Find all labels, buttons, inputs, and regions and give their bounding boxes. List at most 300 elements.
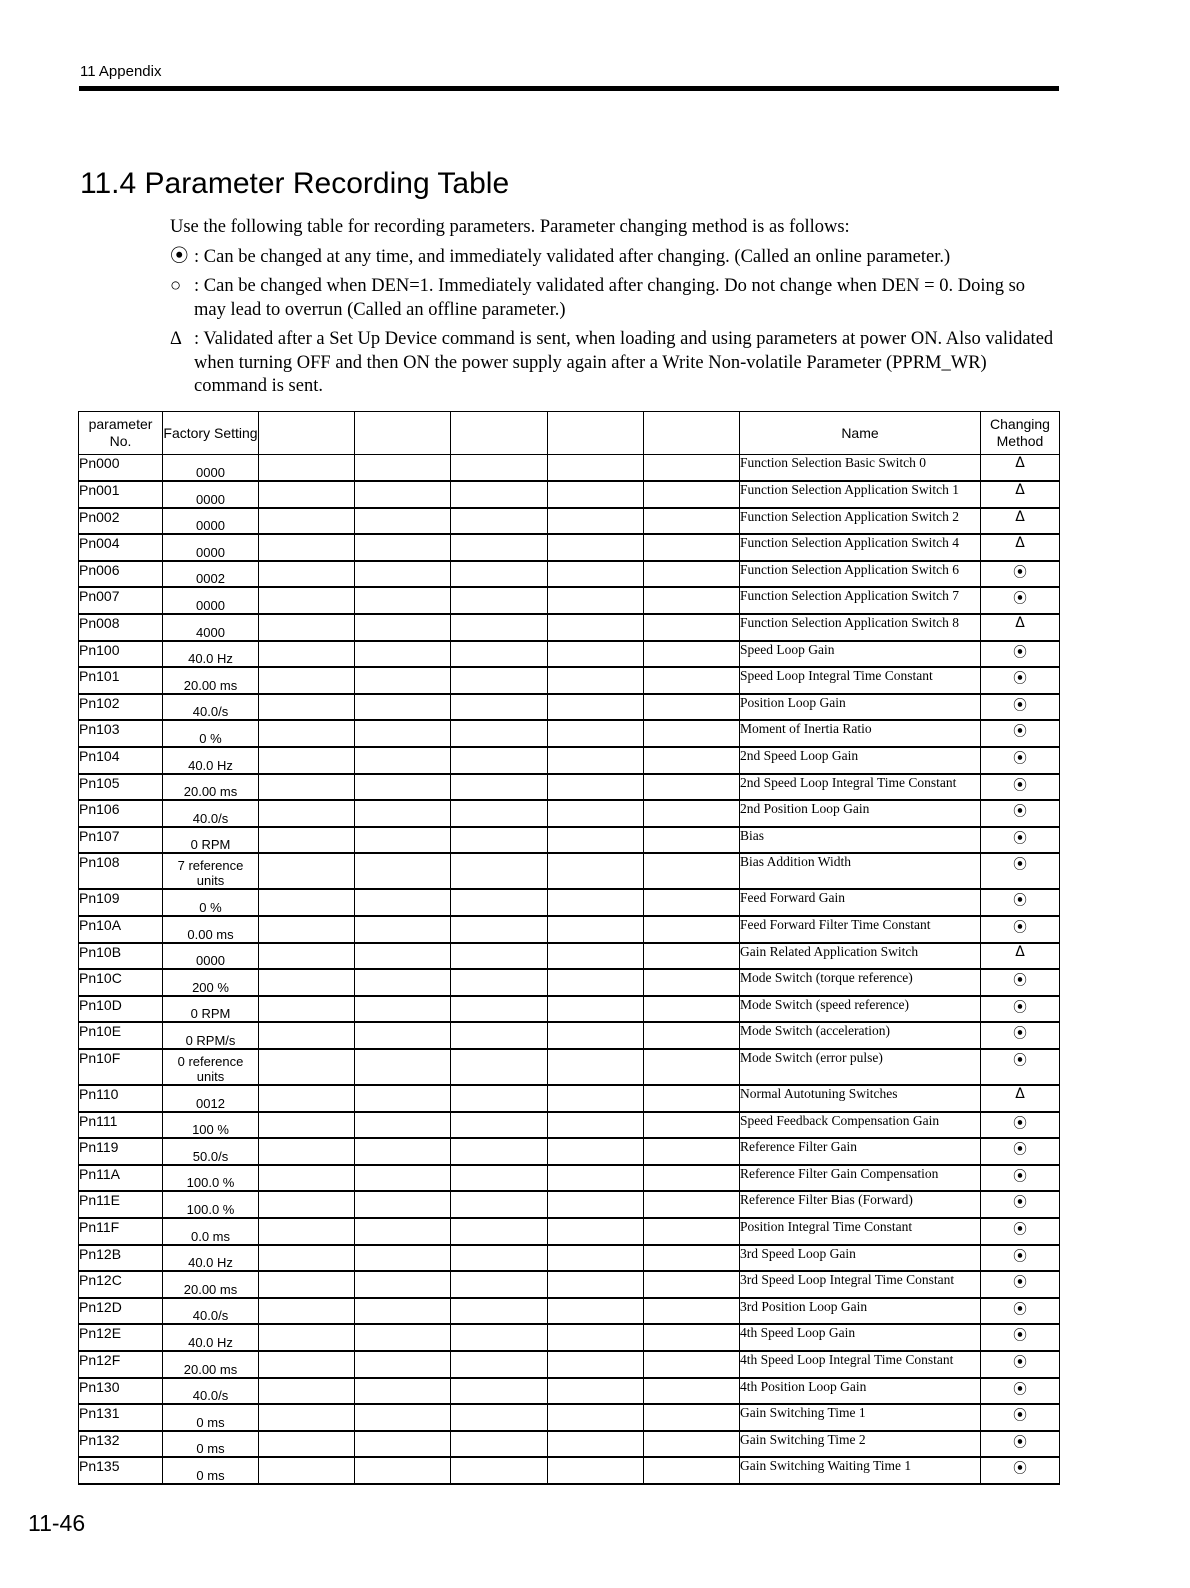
parameter-name-cell: Speed Feedback Compensation Gain [740,1112,981,1139]
table-row [79,1049,1060,1085]
record-cell [548,1138,644,1165]
changing-method-cell: ⦿ [981,1404,1060,1431]
parameter-table [78,411,1060,1485]
factory-setting-cell: 40.0/s [163,1378,259,1405]
record-cell [355,916,451,943]
record-cell [259,694,355,721]
table-row [79,1298,1060,1325]
factory-setting-cell: 100.0 % [163,1165,259,1192]
parameter-no-cell: Pn11F [79,1218,163,1245]
parameter-name-cell: Position Integral Time Constant [740,1218,981,1245]
record-cell [644,587,740,614]
changing-method-cell: ⦿ [981,800,1060,827]
changing-method-cell: ⦿ [981,1431,1060,1458]
record-cell [355,641,451,668]
record-cell [644,1165,740,1192]
record-cell [451,916,548,943]
record-cell [548,853,644,889]
record-cell [644,1324,740,1351]
record-cell [259,1431,355,1458]
parameter-no-cell: Pn002 [79,508,163,535]
record-cell [259,1298,355,1325]
table-row [79,641,1060,668]
table-row [79,916,1060,943]
record-cell [451,1378,548,1405]
record-cell [355,774,451,801]
factory-setting-cell: 0012 [163,1085,259,1112]
setup-symbol: Δ [170,329,182,349]
record-cell [548,1165,644,1192]
record-cell [259,641,355,668]
parameter-name-cell: Feed Forward Gain [740,889,981,916]
factory-setting-cell: 0 ms [163,1457,259,1484]
record-cell [548,916,644,943]
factory-setting-cell: 40.0 Hz [163,641,259,668]
record-cell [451,1022,548,1049]
record-cell [644,641,740,668]
parameter-name-cell: Function Selection Application Switch 1 [740,481,981,508]
parameter-name-cell: 2nd Speed Loop Integral Time Constant [740,774,981,801]
parameter-name-cell: Position Loop Gain [740,694,981,721]
record-cell [355,1138,451,1165]
parameter-no-cell: Pn104 [79,747,163,774]
record-cell [259,853,355,889]
parameter-name-cell: 3rd Speed Loop Integral Time Constant [740,1271,981,1298]
record-cell [548,1112,644,1139]
record-cell [355,667,451,694]
record-cell [451,774,548,801]
parameter-no-cell: Pn10B [79,943,163,970]
record-cell [451,943,548,970]
parameter-name-cell: 2nd Speed Loop Gain [740,747,981,774]
changing-method-cell: Δ [981,943,1060,970]
record-cell [355,534,451,561]
parameter-no-cell: Pn12D [79,1298,163,1325]
record-cell [355,1049,451,1085]
record-cell [451,1271,548,1298]
parameter-no-cell: Pn132 [79,1431,163,1458]
factory-setting-cell: 40.0 Hz [163,1324,259,1351]
legend-setup [170,328,1060,399]
factory-setting-cell: 100 % [163,1112,259,1139]
record-cell [355,800,451,827]
record-cell [451,720,548,747]
header-parameter-no: parameter No. [79,412,163,455]
changing-method-cell: Δ [981,455,1060,482]
record-cell [259,561,355,588]
record-cell [548,1378,644,1405]
record-cell [548,1457,644,1484]
factory-setting-cell: 0.00 ms [163,916,259,943]
record-cell [548,508,644,535]
record-cell [259,1324,355,1351]
record-column-header [548,412,644,455]
record-cell [451,1165,548,1192]
parameter-no-cell: Pn007 [79,587,163,614]
record-cell [451,853,548,889]
record-cell [644,1404,740,1431]
factory-setting-cell: 100.0 % [163,1191,259,1218]
changing-method-cell: ⦿ [981,561,1060,588]
factory-setting-cell: 50.0/s [163,1138,259,1165]
record-cell [548,1324,644,1351]
record-cell [355,827,451,854]
parameter-no-cell: Pn107 [79,827,163,854]
table-row [79,996,1060,1023]
record-cell [355,1431,451,1458]
record-cell [644,614,740,641]
record-cell [451,969,548,996]
record-cell [548,1298,644,1325]
changing-method-cell: ⦿ [981,667,1060,694]
parameter-no-cell: Pn119 [79,1138,163,1165]
record-cell [548,1218,644,1245]
record-cell [548,1271,644,1298]
record-cell [355,455,451,482]
parameter-no-cell: Pn10D [79,996,163,1023]
record-cell [451,561,548,588]
parameter-name-cell: Gain Switching Time 1 [740,1404,981,1431]
record-column-header [355,412,451,455]
changing-method-cell: ⦿ [981,1049,1060,1085]
record-cell [259,667,355,694]
changing-method-cell: ⦿ [981,1271,1060,1298]
table-row [79,561,1060,588]
parameter-name-cell: Function Selection Basic Switch 0 [740,455,981,482]
factory-setting-cell: 40.0/s [163,694,259,721]
record-cell [451,1138,548,1165]
factory-setting-cell: 0000 [163,481,259,508]
parameter-no-cell: Pn12E [79,1324,163,1351]
record-cell [355,1298,451,1325]
parameter-name-cell: Gain Related Application Switch [740,943,981,970]
factory-setting-cell: 0 % [163,720,259,747]
offline-symbol: ○ [170,276,182,296]
record-cell [355,1271,451,1298]
record-cell [355,1022,451,1049]
parameter-name-cell: 3rd Speed Loop Gain [740,1245,981,1272]
parameter-name-cell: Speed Loop Gain [740,641,981,668]
parameter-name-cell: Mode Switch (torque reference) [740,969,981,996]
factory-setting-cell: 0002 [163,561,259,588]
table-body [79,455,1060,1484]
record-cell [548,774,644,801]
record-cell [548,969,644,996]
parameter-no-cell: Pn102 [79,694,163,721]
record-cell [548,481,644,508]
record-cell [355,996,451,1023]
factory-setting-cell: 20.00 ms [163,1351,259,1378]
factory-setting-cell: 0000 [163,455,259,482]
record-cell [548,1049,644,1085]
parameter-name-cell: Reference Filter Gain Compensation [740,1165,981,1192]
table-row [79,694,1060,721]
factory-setting-cell: 20.00 ms [163,774,259,801]
table-row [79,943,1060,970]
table-row [79,747,1060,774]
parameter-name-cell: Speed Loop Integral Time Constant [740,667,981,694]
parameter-name-cell: Function Selection Application Switch 8 [740,614,981,641]
record-cell [259,1218,355,1245]
changing-method-cell: ⦿ [981,996,1060,1023]
record-cell [644,481,740,508]
record-cell [355,1351,451,1378]
record-cell [355,889,451,916]
table-row [79,800,1060,827]
changing-method-cell: ⦿ [981,1191,1060,1218]
record-cell [355,943,451,970]
record-cell [355,508,451,535]
parameter-name-cell: Function Selection Application Switch 7 [740,587,981,614]
header-rule [79,86,1059,91]
record-cell [548,889,644,916]
parameter-no-cell: Pn110 [79,1085,163,1112]
parameter-no-cell: Pn100 [79,641,163,668]
record-cell [259,720,355,747]
table-row [79,455,1060,482]
record-cell [451,587,548,614]
record-cell [259,1049,355,1085]
table-row [79,1431,1060,1458]
table-row [79,1271,1060,1298]
record-cell [451,534,548,561]
section-title: 11.4 Parameter Recording Table [80,167,510,200]
record-cell [451,1245,548,1272]
record-cell [451,827,548,854]
record-cell [355,481,451,508]
parameter-no-cell: Pn131 [79,1404,163,1431]
legend-offline-text: : Can be changed when DEN=1. Immediately validated after changing. Do not change when DEN = 0. Doing so may lead to overrun (Called an offline parameter.) [194,276,1026,320]
parameter-no-cell: Pn10C [79,969,163,996]
record-column-header [451,412,548,455]
parameter-no-cell: Pn103 [79,720,163,747]
record-cell [644,1271,740,1298]
factory-setting-cell: 0 RPM [163,827,259,854]
record-cell [451,747,548,774]
parameter-name-cell: Reference Filter Gain [740,1138,981,1165]
parameter-name-cell: Gain Switching Waiting Time 1 [740,1457,981,1484]
table-row [79,1191,1060,1218]
record-cell [644,916,740,943]
parameter-name-cell: 4th Speed Loop Integral Time Constant [740,1351,981,1378]
record-cell [644,827,740,854]
parameter-name-cell: 3rd Position Loop Gain [740,1298,981,1325]
table-row [79,508,1060,535]
changing-method-cell: ⦿ [981,1165,1060,1192]
table-row [79,1245,1060,1272]
record-cell [644,853,740,889]
record-cell [259,1085,355,1112]
record-cell [355,1191,451,1218]
factory-setting-cell: 40.0 Hz [163,1245,259,1272]
table-row [79,1404,1060,1431]
record-cell [644,534,740,561]
record-cell [548,1085,644,1112]
record-cell [355,969,451,996]
record-cell [548,587,644,614]
parameter-no-cell: Pn11A [79,1165,163,1192]
parameter-name-cell: Function Selection Application Switch 6 [740,561,981,588]
table-row [79,1324,1060,1351]
record-cell [644,1049,740,1085]
table-row [79,889,1060,916]
record-cell [259,916,355,943]
record-cell [548,455,644,482]
factory-setting-cell: 20.00 ms [163,1271,259,1298]
parameter-no-cell: Pn130 [79,1378,163,1405]
record-cell [644,694,740,721]
table-row [79,853,1060,889]
table-row [79,1457,1060,1484]
table-row [79,1022,1060,1049]
record-cell [259,1022,355,1049]
parameter-name-cell: 2nd Position Loop Gain [740,800,981,827]
record-cell [548,561,644,588]
changing-method-cell: ⦿ [981,1298,1060,1325]
record-cell [644,747,740,774]
record-cell [644,969,740,996]
record-cell [259,508,355,535]
table-row [79,774,1060,801]
record-cell [451,1298,548,1325]
legend-online [170,246,1060,270]
factory-setting-cell: 0.0 ms [163,1218,259,1245]
parameter-no-cell: Pn10F [79,1049,163,1085]
header-name: Name [740,412,981,455]
changing-method-cell: ⦿ [981,587,1060,614]
record-cell [548,667,644,694]
record-cell [548,827,644,854]
record-cell [259,614,355,641]
changing-method-cell: ⦿ [981,1457,1060,1484]
parameter-no-cell: Pn001 [79,481,163,508]
record-cell [548,1022,644,1049]
record-cell [644,720,740,747]
parameter-name-cell: Moment of Inertia Ratio [740,720,981,747]
record-cell [259,774,355,801]
record-cell [355,561,451,588]
record-cell [259,1404,355,1431]
table-row [79,1351,1060,1378]
parameter-name-cell: Function Selection Application Switch 4 [740,534,981,561]
record-cell [644,774,740,801]
table-row [79,534,1060,561]
record-cell [451,1049,548,1085]
table-row [79,667,1060,694]
record-cell [259,800,355,827]
record-cell [451,667,548,694]
table-row [79,1218,1060,1245]
running-head: 11 Appendix [80,63,162,80]
parameter-name-cell: Mode Switch (acceleration) [740,1022,981,1049]
online-symbol: ⦿ [170,246,189,267]
record-cell [451,455,548,482]
parameter-name-cell: Mode Switch (speed reference) [740,996,981,1023]
factory-setting-cell: 20.00 ms [163,667,259,694]
parameter-no-cell: Pn006 [79,561,163,588]
factory-setting-cell: 7 reference units [163,853,259,889]
table-row [79,1138,1060,1165]
header-changing-method: Changing Method [981,412,1060,455]
record-cell [644,1112,740,1139]
record-cell [451,1351,548,1378]
record-cell [644,1457,740,1484]
factory-setting-cell: 200 % [163,969,259,996]
record-cell [451,1085,548,1112]
factory-setting-cell: 4000 [163,614,259,641]
changing-method-cell: Δ [981,481,1060,508]
table-row [79,481,1060,508]
table-row [79,1112,1060,1139]
record-cell [644,1191,740,1218]
record-cell [548,641,644,668]
record-cell [548,1245,644,1272]
factory-setting-cell: 0000 [163,587,259,614]
record-cell [259,827,355,854]
record-cell [644,1378,740,1405]
changing-method-cell: ⦿ [981,641,1060,668]
changing-method-cell: ⦿ [981,853,1060,889]
factory-setting-cell: 0000 [163,943,259,970]
record-cell [355,1378,451,1405]
parameter-name-cell: Mode Switch (error pulse) [740,1049,981,1085]
record-cell [548,800,644,827]
table-row [79,1165,1060,1192]
page-number: 11-46 [28,1510,86,1536]
table-row [79,720,1060,747]
changing-method-cell: ⦿ [981,694,1060,721]
parameter-no-cell: Pn12F [79,1351,163,1378]
record-cell [548,1191,644,1218]
record-cell [451,889,548,916]
factory-setting-cell: 40.0/s [163,1298,259,1325]
changing-method-cell: ⦿ [981,1112,1060,1139]
parameter-no-cell: Pn135 [79,1457,163,1484]
record-cell [644,455,740,482]
factory-setting-cell: 40.0 Hz [163,747,259,774]
record-cell [644,889,740,916]
record-cell [451,694,548,721]
changing-method-cell: ⦿ [981,827,1060,854]
parameter-name-cell: Feed Forward Filter Time Constant [740,916,981,943]
parameter-no-cell: Pn105 [79,774,163,801]
parameter-name-cell: Reference Filter Bias (Forward) [740,1191,981,1218]
record-cell [355,1112,451,1139]
record-cell [644,1245,740,1272]
parameter-name-cell: Gain Switching Time 2 [740,1431,981,1458]
changing-method-cell: ⦿ [981,1245,1060,1272]
record-cell [451,1218,548,1245]
table-row [79,587,1060,614]
parameter-no-cell: Pn109 [79,889,163,916]
changing-method-cell: ⦿ [981,1138,1060,1165]
record-cell [451,641,548,668]
record-cell [355,1085,451,1112]
legend-offline [170,275,1060,322]
table-row [79,969,1060,996]
changing-method-cell: ⦿ [981,1351,1060,1378]
record-cell [548,1404,644,1431]
legend-online-text: : Can be changed at any time, and immediately validated after changing. (Called an online parameter.) [194,246,951,267]
record-cell [259,587,355,614]
changing-method-cell: ⦿ [981,1324,1060,1351]
record-cell [259,1245,355,1272]
parameter-no-cell: Pn10E [79,1022,163,1049]
record-cell [355,1165,451,1192]
record-cell [451,1457,548,1484]
changing-method-cell: ⦿ [981,1022,1060,1049]
parameter-name-cell: Bias [740,827,981,854]
